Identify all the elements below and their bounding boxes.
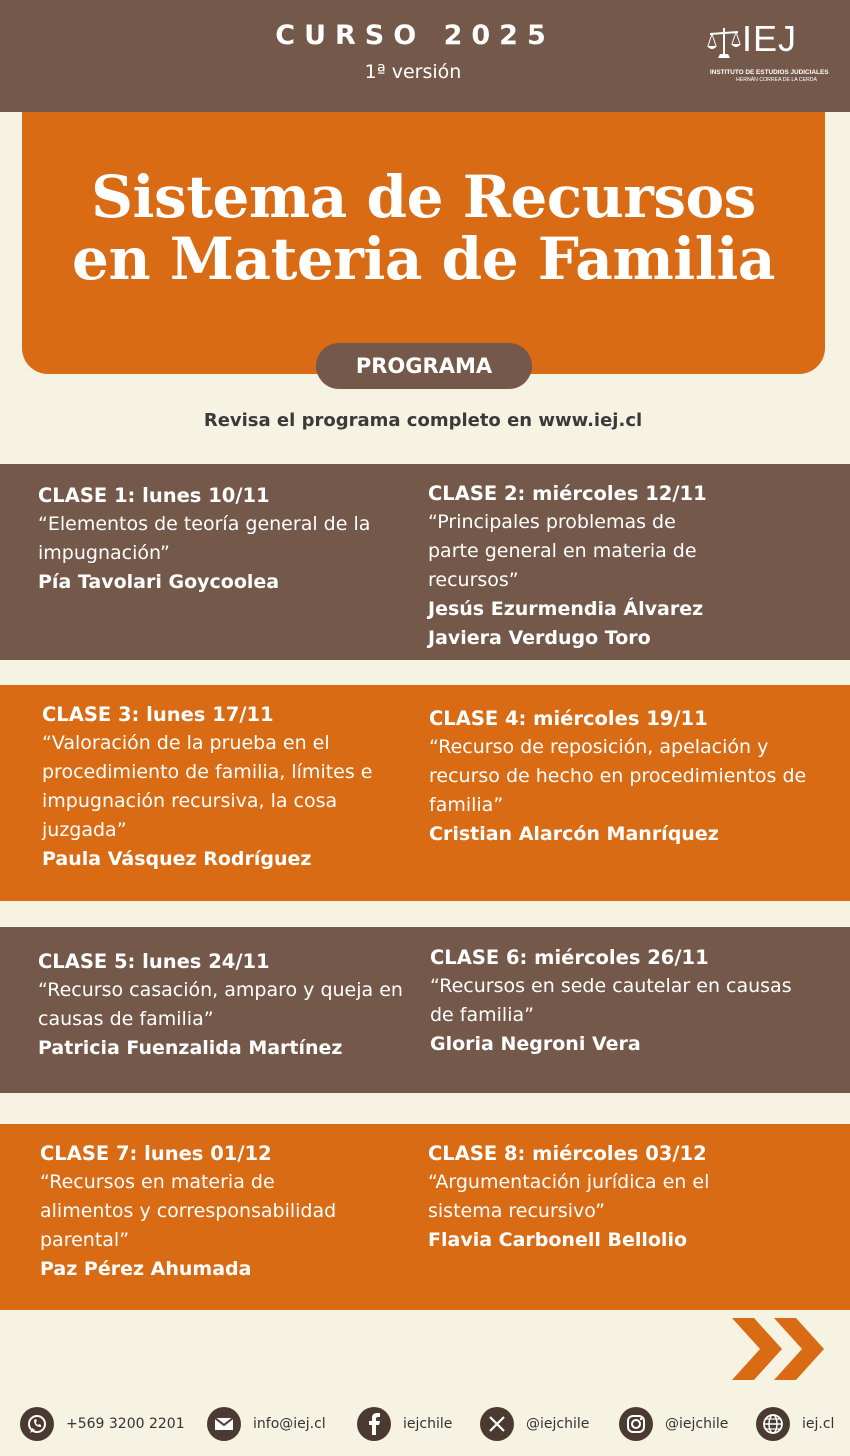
class-card	[42, 700, 382, 874]
class-header: CLASE 8: miércoles 03/12	[428, 1142, 707, 1165]
class-speaker: Paz Pérez Ahumada	[40, 1258, 252, 1280]
instagram-handle: @iejchile	[665, 1416, 729, 1432]
web-text: iej.cl	[802, 1416, 835, 1432]
globe-icon	[756, 1407, 790, 1441]
instagram-icon	[619, 1407, 653, 1441]
course-version: 1ª versión	[364, 61, 462, 83]
class-title: “Recursos en sede cautelar en causas de familia”	[430, 975, 792, 1026]
class-header: CLASE 6: miércoles 26/11	[430, 946, 709, 969]
class-title: “Argumentación jurídica en el sistema recursivo”	[428, 1171, 710, 1222]
facebook-icon	[357, 1407, 391, 1441]
footer-web[interactable]	[756, 1404, 834, 1444]
class-title: “Principales problemas de parte general en materia de recursos”	[428, 511, 697, 591]
class-header: CLASE 5: lunes 24/11	[38, 950, 270, 973]
class-header: CLASE 1: lunes 10/11	[38, 484, 270, 507]
class-speaker: Flavia Carbonell Bellolio	[428, 1229, 688, 1251]
class-speaker: Jesús Ezurmendia Álvarez	[428, 598, 704, 620]
class-title: “Recurso de reposición, apelación y recurso de hecho en procedimientos de familia”	[429, 736, 807, 816]
logo-subtitle: INSTITUTO DE ESTUDIOS JUDICIALES	[710, 69, 829, 76]
hero-banner	[22, 112, 825, 374]
class-speaker: Paula Vásquez Rodríguez	[42, 848, 312, 870]
class-title: “Valoración de la prueba en el procedimiento de familia, límites e impugnación recursiva, la cosa juzgada”	[42, 732, 373, 841]
iej-logo	[706, 18, 829, 88]
title-line-1: Sistema de Recursos	[91, 163, 756, 231]
class-card	[428, 479, 728, 653]
double-chevron-right-icon	[732, 1318, 824, 1380]
x-logo-icon	[480, 1407, 514, 1441]
class-speaker: Patricia Fuenzalida Martínez	[38, 1037, 343, 1059]
class-speaker: Pía Tavolari Goycoolea	[38, 571, 280, 593]
logo-wordmark: IEJ	[742, 18, 798, 59]
class-title: “Recursos en materia de alimentos y corresponsabilidad parental”	[40, 1171, 337, 1251]
scales-of-justice-icon	[706, 24, 742, 66]
class-speaker: Javiera Verdugo Toro	[428, 627, 651, 649]
footer-phone[interactable]	[20, 1404, 185, 1444]
mail-icon	[207, 1407, 241, 1441]
class-speaker: Gloria Negroni Vera	[430, 1033, 641, 1055]
class-header: CLASE 3: lunes 17/11	[42, 703, 274, 726]
title-line-2: en Materia de Familia	[72, 225, 775, 293]
class-card	[429, 704, 809, 849]
facebook-handle: iejchile	[403, 1416, 453, 1432]
x-handle: @iejchile	[526, 1416, 590, 1432]
contact-footer	[0, 1404, 850, 1446]
class-speaker: Cristian Alarcón Manríquez	[429, 823, 719, 845]
class-card	[40, 1139, 370, 1284]
program-link-text: Revisa el programa completo en www.iej.cl	[203, 410, 643, 431]
class-title: “Recurso casación, amparo y queja en causas de familia”	[38, 979, 403, 1030]
footer-instagram[interactable]	[619, 1404, 728, 1444]
page-title	[22, 163, 825, 293]
footer-x[interactable]	[480, 1404, 589, 1444]
class-card	[38, 947, 408, 1063]
programa-badge: PROGRAMA	[316, 343, 532, 389]
phone-text: +569 3200 2201	[66, 1416, 185, 1432]
logo-subtitle-2: HERNÁN CORREA DE LA CERDA	[736, 77, 818, 83]
class-card	[38, 481, 408, 597]
class-title: “Elementos de teoría general de la impugnación”	[38, 513, 371, 564]
class-header: CLASE 2: miércoles 12/11	[428, 482, 707, 505]
class-header: CLASE 4: miércoles 19/11	[429, 707, 708, 730]
whatsapp-icon	[20, 1407, 54, 1441]
footer-facebook[interactable]	[357, 1404, 452, 1444]
email-text: info@iej.cl	[253, 1416, 326, 1432]
class-card	[430, 943, 815, 1059]
class-header: CLASE 7: lunes 01/12	[40, 1142, 272, 1165]
class-card	[428, 1139, 738, 1255]
footer-email[interactable]	[207, 1404, 326, 1444]
course-year: CURSO 2025	[275, 20, 555, 51]
